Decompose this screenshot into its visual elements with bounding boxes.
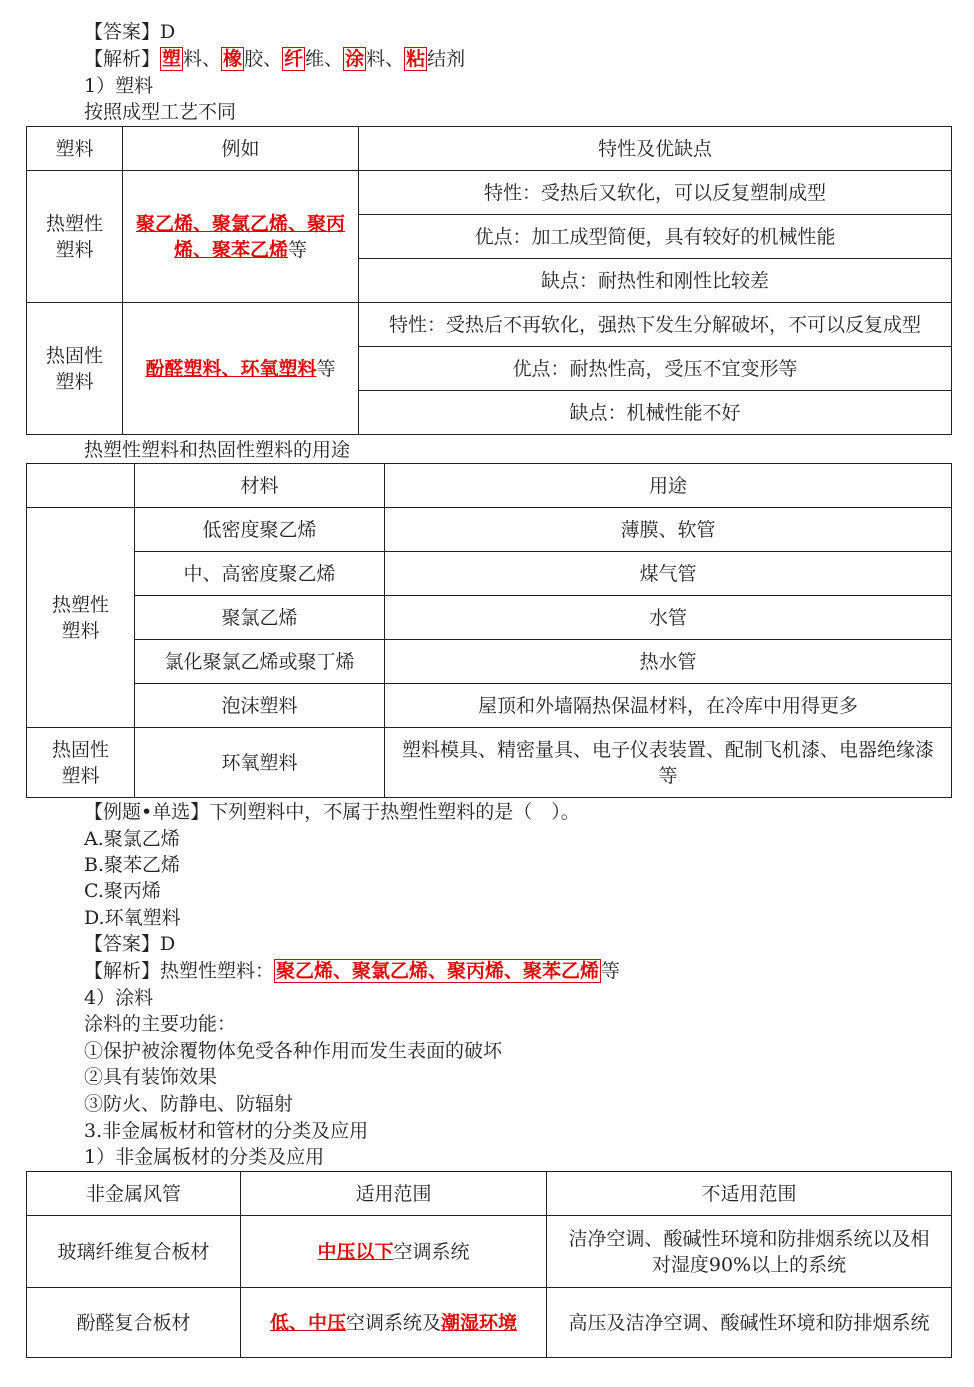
thermoset-example bbox=[123, 303, 359, 435]
table2-use: 热水管 bbox=[385, 640, 952, 684]
option-c: C.聚丙烯 bbox=[84, 880, 161, 902]
option-b: B.聚苯乙烯 bbox=[84, 854, 181, 876]
uses-title: 热塑性塑料和热固性塑料的用途 bbox=[84, 439, 351, 461]
thermoset-prop: 特性：受热后不再软化，强热下发生分解破坏，不可以反复成型 bbox=[359, 303, 952, 347]
thermoplastic-prop: 特性：受热后又软化，可以反复塑制成型 bbox=[359, 171, 952, 215]
table2-thermoplastic-label: 热塑性塑料 bbox=[27, 508, 135, 728]
coating-item-3: ③防火、防静电、防辐射 bbox=[84, 1093, 294, 1115]
table2-header-material: 材料 bbox=[135, 464, 385, 508]
analysis-text: 料、 bbox=[366, 48, 405, 70]
thermoset-example-red: 酚醛塑料、环氧塑料 bbox=[145, 357, 317, 380]
thermoplastic-prop: 缺点：耐热性和刚性比较差 bbox=[359, 259, 952, 303]
table2-thermoset-label: 热固性塑料 bbox=[27, 728, 135, 798]
table3-row1-scope-suffix: 空调系统 bbox=[393, 1240, 470, 1263]
table2-header-empty bbox=[27, 464, 135, 508]
analysis-prefix: 【解析】 bbox=[84, 48, 161, 70]
table2-material: 中、高密度聚乙烯 bbox=[135, 552, 385, 596]
table3-row1-not-scope: 洁净空调、酸碱性环境和防排烟系统以及相对湿度90%以上的系统 bbox=[547, 1216, 952, 1288]
by-process-line: 按照成型工艺不同 bbox=[84, 101, 237, 123]
table3-row1-scope bbox=[241, 1216, 547, 1288]
analysis-text: 料、 bbox=[183, 48, 222, 70]
table3-row2-not-scope: 高压及洁净空调、酸碱性环境和防排烟系统 bbox=[547, 1288, 952, 1358]
option-d: D.环氧塑料 bbox=[84, 907, 181, 929]
coating-item-1: ①保护被涂覆物体免受各种作用而发生表面的破坏 bbox=[84, 1040, 503, 1062]
thermoset-example-suffix: 等 bbox=[316, 357, 336, 380]
thermoplastic-prop: 优点：加工成型简便，具有较好的机械性能 bbox=[359, 215, 952, 259]
highlight-char: 涂 bbox=[345, 48, 365, 70]
table2-use: 薄膜、软管 bbox=[385, 508, 952, 552]
analysis-text: 胶、 bbox=[244, 48, 283, 70]
table3-row1-name: 玻璃纤维复合板材 bbox=[27, 1216, 241, 1288]
section-3-1: 1）非金属板材的分类及应用 bbox=[84, 1146, 325, 1168]
analysis-line-2 bbox=[84, 958, 620, 984]
table2-header-use: 用途 bbox=[385, 464, 952, 508]
analysis2-highlight: 聚乙烯、聚氯乙烯、聚丙烯、聚苯乙烯 bbox=[276, 960, 600, 982]
table3-row2-scope-red1: 低、中压 bbox=[269, 1311, 346, 1334]
table3-row2-scope-mid: 空调系统及 bbox=[345, 1311, 441, 1334]
highlight-char: 橡 bbox=[223, 48, 243, 70]
analysis2-prefix: 【解析】热塑性塑料： bbox=[84, 960, 275, 982]
highlight-char: 粘 bbox=[406, 48, 426, 70]
table3-header-scope: 适用范围 bbox=[241, 1172, 547, 1216]
thermoplastic-example bbox=[123, 171, 359, 303]
table2-material: 氯化聚氯乙烯或聚丁烯 bbox=[135, 640, 385, 684]
thermoset-prop: 优点：耐热性高，受压不宜变形等 bbox=[359, 347, 952, 391]
table2-use: 水管 bbox=[385, 596, 952, 640]
thermoplastic-example-suffix: 等 bbox=[288, 238, 308, 261]
table3-row2-name: 酚醛复合板材 bbox=[27, 1288, 241, 1358]
table2-use: 屋顶和外墙隔热保温材料，在冷库中用得更多 bbox=[385, 684, 952, 728]
thermoset-label: 热固性塑料 bbox=[27, 303, 123, 435]
thermoset-prop: 缺点：机械性能不好 bbox=[359, 391, 952, 435]
nonmetal-duct-table bbox=[26, 1171, 952, 1358]
analysis-text: 维、 bbox=[305, 48, 344, 70]
highlight-char: 塑 bbox=[162, 48, 182, 70]
answer-line-2: 【答案】D bbox=[84, 933, 176, 955]
highlight-char: 纤 bbox=[284, 48, 304, 70]
option-a: A.聚氯乙烯 bbox=[84, 828, 180, 850]
table1-header-props: 特性及优缺点 bbox=[359, 127, 952, 171]
table2-material: 环氧塑料 bbox=[135, 728, 385, 798]
analysis2-suffix: 等 bbox=[601, 960, 621, 982]
section-plastic: 1）塑料 bbox=[84, 75, 154, 97]
section-3: 3.非金属板材和管材的分类及应用 bbox=[84, 1120, 369, 1142]
analysis-text: 结剂 bbox=[427, 48, 466, 70]
thermoplastic-label: 热塑性塑料 bbox=[27, 171, 123, 303]
table2-material: 泡沫塑料 bbox=[135, 684, 385, 728]
table2-use: 塑料模具、精密量具、电子仪表装置、配制飞机漆、电器绝缘漆等 bbox=[385, 728, 952, 798]
table3-header-duct: 非金属风管 bbox=[27, 1172, 241, 1216]
table2-material: 低密度聚乙烯 bbox=[135, 508, 385, 552]
table1-header-plastic: 塑料 bbox=[27, 127, 123, 171]
table2-material: 聚氯乙烯 bbox=[135, 596, 385, 640]
table1-header-example: 例如 bbox=[123, 127, 359, 171]
section-coating: 4）涂料 bbox=[84, 987, 154, 1009]
plastic-uses-table bbox=[26, 463, 952, 798]
plastic-properties-table bbox=[26, 126, 952, 435]
answer-line-1: 【答案】D bbox=[84, 21, 176, 43]
thermoplastic-example-red: 聚乙烯、聚氯乙烯、聚丙烯、聚苯乙烯 bbox=[135, 212, 345, 261]
table3-header-not-scope: 不适用范围 bbox=[547, 1172, 952, 1216]
analysis-line-1 bbox=[84, 46, 465, 72]
coating-item-2: ②具有装饰效果 bbox=[84, 1066, 218, 1088]
table2-use: 煤气管 bbox=[385, 552, 952, 596]
table3-row1-scope-red: 中压以下 bbox=[317, 1240, 394, 1263]
coating-main: 涂料的主要功能： bbox=[84, 1013, 237, 1035]
table3-row2-scope-red2: 潮湿环境 bbox=[441, 1311, 518, 1334]
example-question: 【例题•单选】下列塑料中，不属于热塑性塑料的是（ ）。 bbox=[84, 801, 580, 823]
table3-row2-scope bbox=[241, 1288, 547, 1358]
